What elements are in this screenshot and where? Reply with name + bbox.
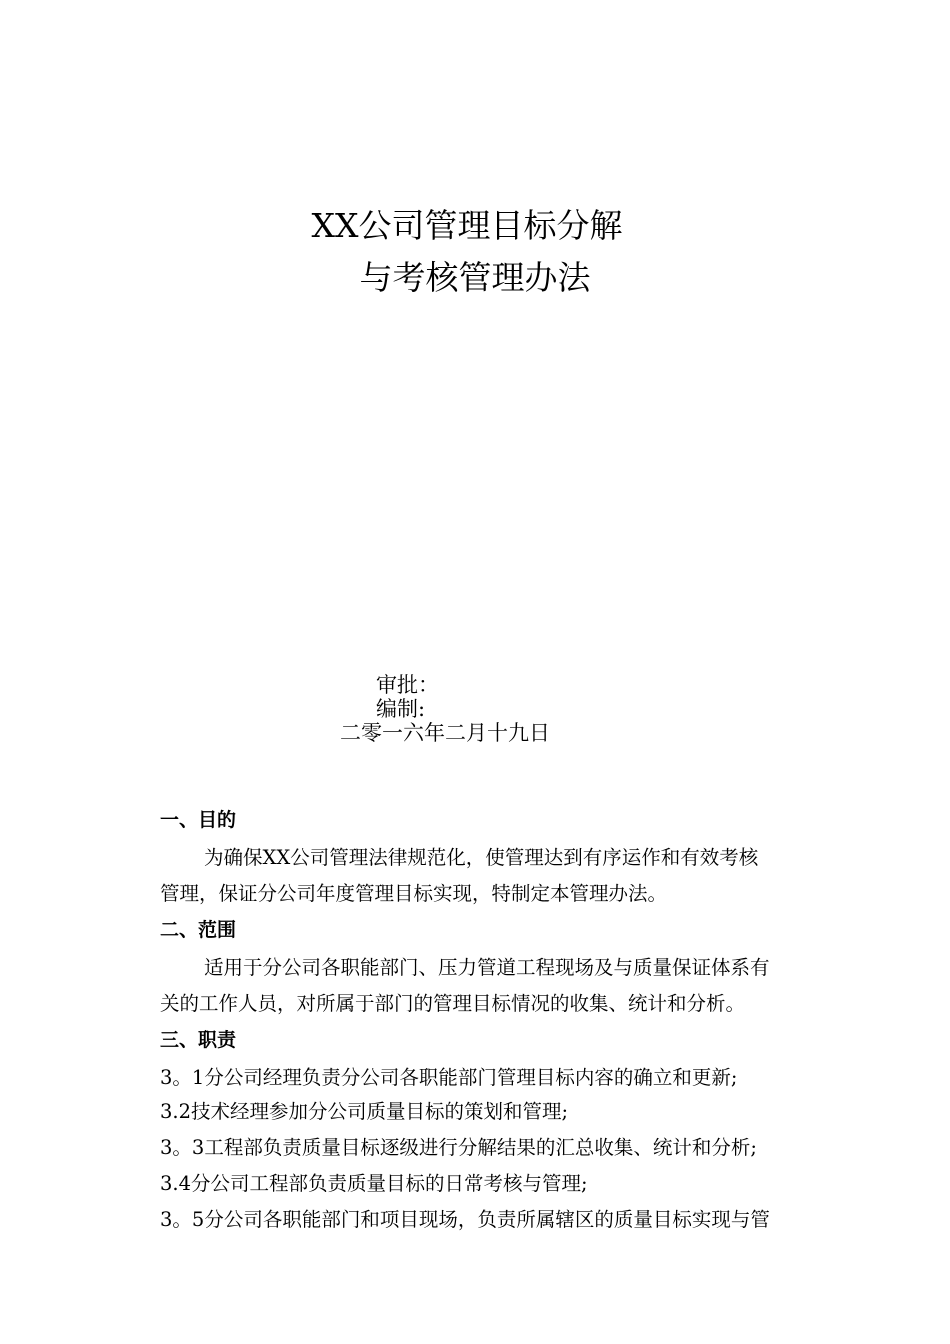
purpose-paragraph-line-1: 为确保XX公司管理法律规范化，使管理达到有序运作和有效考核 [204,846,759,869]
approval-label: 审批： [376,673,439,697]
duty-item-3-1: 3。1分公司经理负责分公司各职能部门管理目标内容的确立和更新; [160,1066,738,1089]
document-title-line-1: XX公司管理目标分解 [311,206,623,245]
document-date: 二零一六年二月十九日 [340,721,550,745]
document-title-line-2: 与考核管理办法 [359,258,591,297]
duty-item-3-3: 3。3工程部负责质量目标逐级进行分解结果的汇总收集、统计和分析; [160,1136,757,1159]
duty-item-3-4: 3.4分公司工程部负责质量目标的日常考核与管理; [160,1172,588,1195]
section-heading-duties: 三、职责 [160,1029,237,1051]
compiler-label: 编制: [376,697,426,721]
purpose-paragraph-line-2: 管理，保证分公司年度管理目标实现，特制定本管理办法。 [160,882,668,905]
scope-paragraph-line-2: 关的工作人员，对所属于部门的管理目标情况的收集、统计和分析。 [160,992,746,1015]
section-heading-scope: 二、范围 [160,919,237,941]
section-heading-purpose: 一、目的 [160,809,237,831]
duty-item-3-5: 3。5分公司各职能部门和项目现场，负责所属辖区的质量目标实现与管 [160,1208,770,1231]
scope-paragraph-line-1: 适用于分公司各职能部门、压力管道工程现场及与质量保证体系有 [204,956,770,979]
duty-item-3-2: 3.2技术经理参加分公司质量目标的策划和管理; [160,1100,569,1123]
